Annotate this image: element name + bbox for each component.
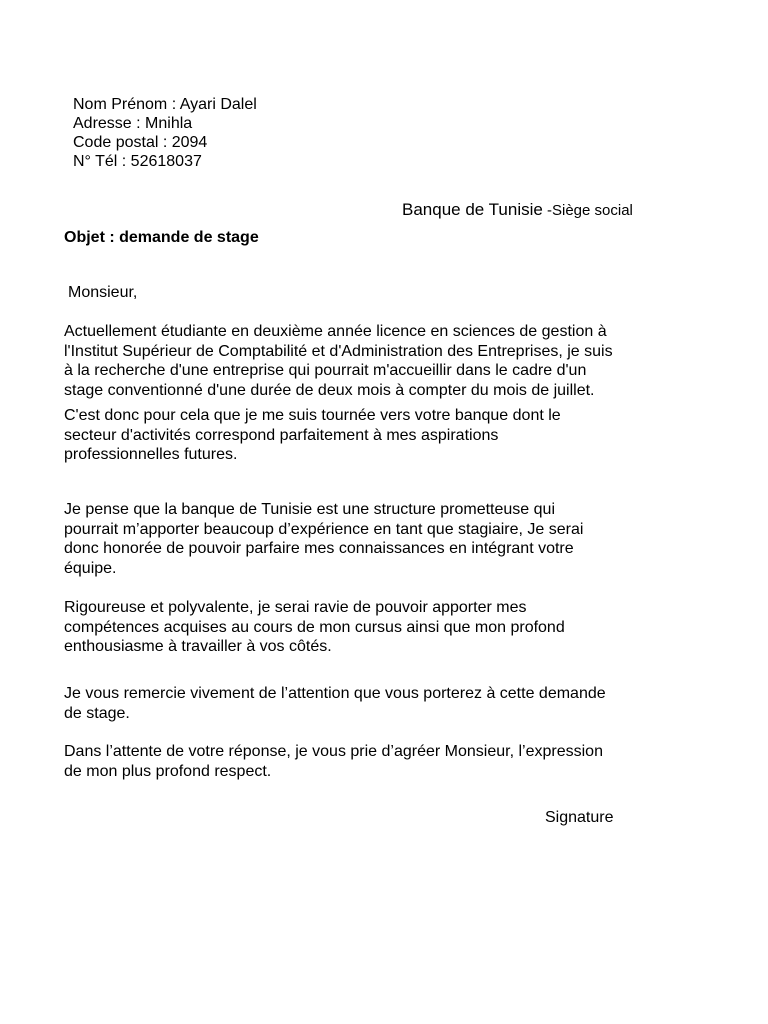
paragraph-motivation — [64, 406, 724, 465]
paragraph-line: donc honorée de pouvoir parfaire mes connaissances en intégrant votre — [64, 540, 574, 557]
paragraph-line: de stage. — [64, 704, 130, 722]
paragraph-line: l'Institut Supérieur de Comptabilité et d'Administration des Entreprises, je suis — [64, 342, 613, 360]
paragraph-line: enthousiasme à travailler à vos côtés. — [64, 638, 332, 655]
paragraph-line: Je pense que la banque de Tunisie est une structure prometteuse qui — [64, 501, 555, 518]
paragraph-qualities — [64, 598, 724, 657]
sender-address: Adresse : Mnihla — [73, 115, 193, 132]
salutation: Monsieur, — [68, 284, 138, 301]
paragraph-line: équipe. — [64, 559, 117, 577]
sender-postal-code: Code postal : 2094 — [73, 134, 208, 151]
paragraph-line: C'est donc pour cela que je me suis tournée vers votre banque dont le — [64, 407, 561, 424]
recipient-bank: Banque de Tunisie — [402, 200, 543, 219]
paragraph-line: Je vous remercie vivement de l’attention que vous porterez à cette demande — [64, 685, 606, 702]
paragraph-thanks — [64, 684, 724, 723]
paragraph-intro — [64, 322, 724, 400]
paragraph-line: pourrait m’apporter beaucoup d’expérience en tant que stagiaire, Je serai — [64, 520, 584, 538]
paragraph-bank — [64, 500, 724, 578]
paragraph-line: compétences acquises au cours de mon cursus ainsi que mon profond — [64, 618, 565, 636]
paragraph-line: secteur d'activités correspond parfaitement à mes aspirations — [64, 426, 499, 444]
paragraph-line: Rigoureuse et polyvalente, je serai ravie de pouvoir apporter mes — [64, 599, 527, 616]
paragraph-line: stage conventionné d'une durée de deux mois à compter du mois de juillet. — [64, 381, 595, 399]
paragraph-line: à la recherche d'une entreprise qui pourrait m'accueillir dans le cadre d'un — [64, 362, 587, 379]
paragraph-line: de mon plus profond respect. — [64, 762, 272, 780]
sender-name: Nom Prénom : Ayari Dalel — [73, 96, 257, 113]
paragraph-closing — [64, 742, 724, 781]
paragraph-line: Dans l’attente de votre réponse, je vous prie d’agréer Monsieur, l’expression — [64, 743, 603, 760]
subject-line: Objet : demande de stage — [64, 229, 259, 246]
recipient-block — [402, 200, 633, 220]
paragraph-line: professionnelles futures. — [64, 446, 238, 463]
sender-phone: N° Tél : 52618037 — [73, 153, 202, 170]
paragraph-line: Actuellement étudiante en deuxième année licence en sciences de gestion à — [64, 323, 607, 340]
recipient-office: -Siège social — [542, 202, 633, 219]
signature-label: Signature — [545, 809, 614, 826]
